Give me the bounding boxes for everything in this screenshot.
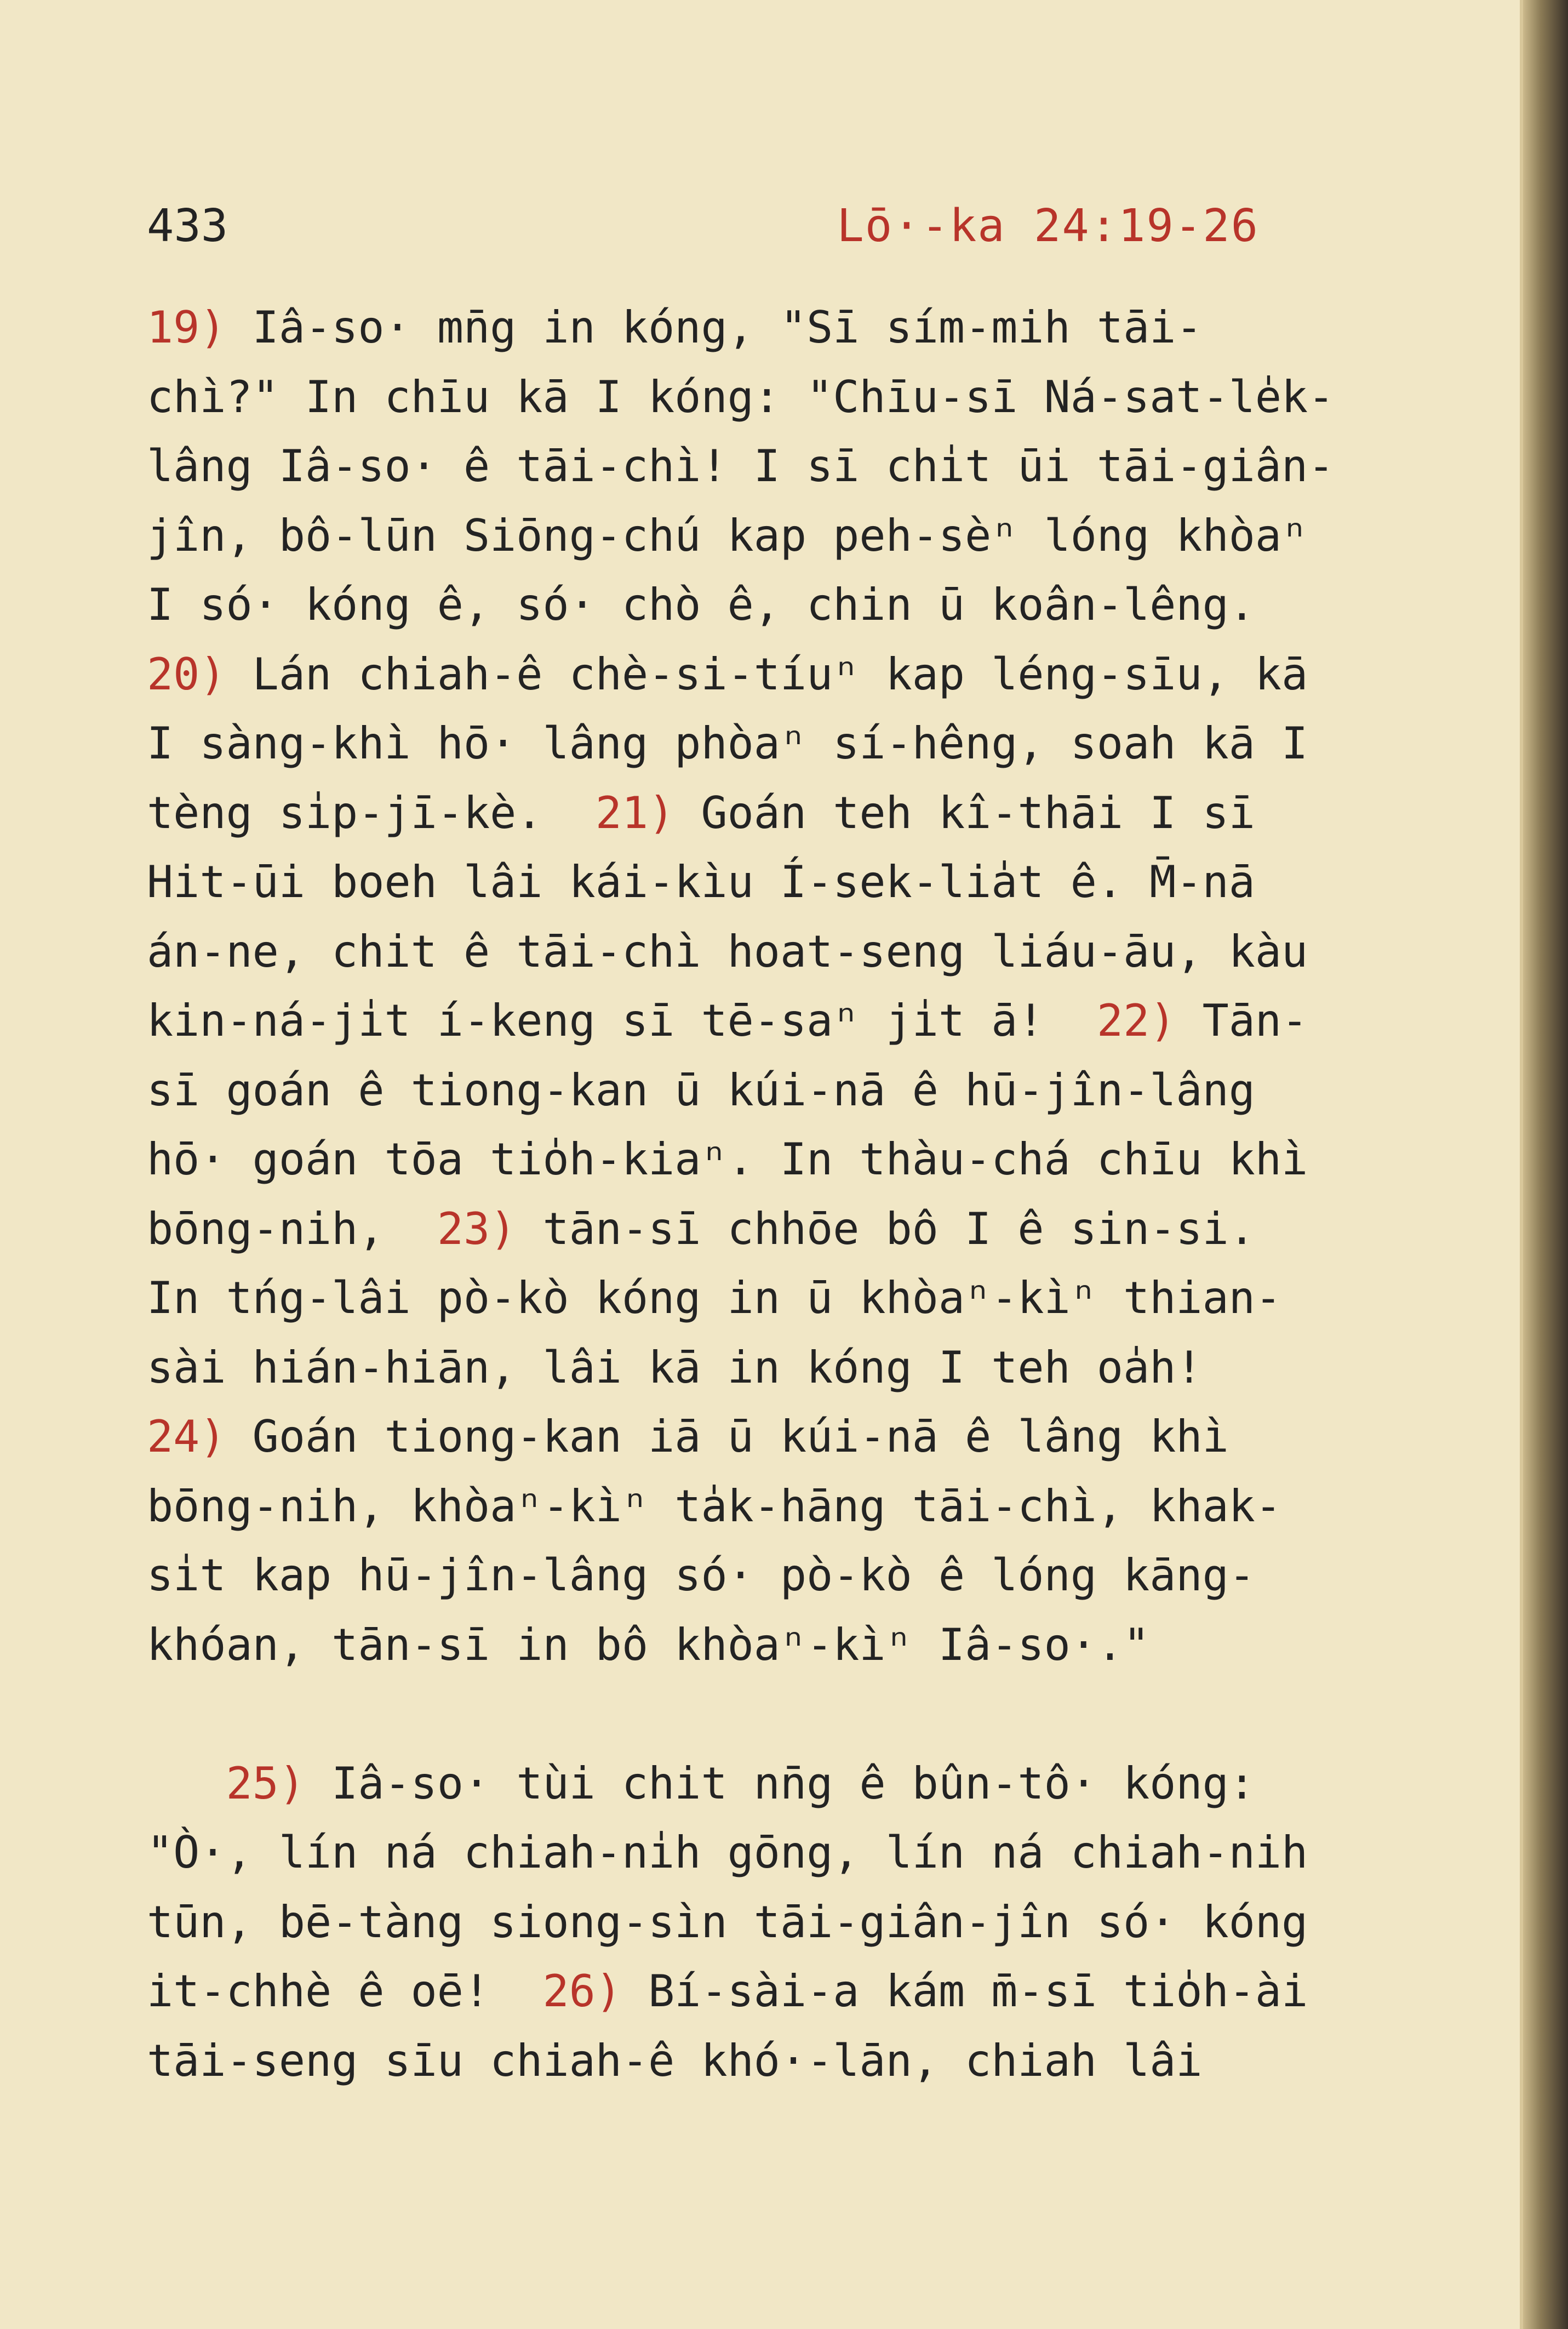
line-text: tāi-seng sīu chiah-ê khó·-lān, chiah lâi: [147, 2035, 1203, 2086]
text-line: [147, 709, 1396, 779]
page-number: 433: [147, 200, 228, 252]
verse-number: 21): [595, 787, 675, 838]
text-line: [147, 363, 1396, 432]
line-text: "Ò·, lín ná chiah-ni̍h gōng, lín ná chiah-nih: [147, 1827, 1308, 1878]
line-text: tèng si̍p-jī-kè.: [147, 787, 596, 838]
text-line: [147, 779, 1396, 848]
line-text: Iâ-so· mn̄g in kóng, "Sī sím-mih tāi-: [226, 302, 1203, 353]
line-text: lâng Iâ-so· ê tāi-chì! I sī chi̍t ūi tāi-giân-: [147, 441, 1335, 492]
page-header: [147, 200, 1259, 271]
line-text: I sàng-khì hō· lâng phòaⁿ sí-hêng, soah kā I: [147, 718, 1308, 769]
text-line: [147, 1611, 1396, 1680]
line-text: sī goán ê tiong-kan ū kúi-nā ê hū-jîn-lâng: [147, 1064, 1255, 1116]
line-text: khóan, tān-sī in bô khòaⁿ-kìⁿ Iâ-so·.": [147, 1619, 1150, 1670]
line-text: [147, 1758, 226, 1809]
verse-number: 23): [437, 1203, 517, 1254]
book-page-edge: [1523, 0, 1568, 2329]
text-line: [147, 1195, 1396, 1264]
text-line: [147, 1541, 1396, 1611]
line-text: chì?" In chīu kā I kóng: "Chīu-sī Ná-sat-le̍k-: [147, 371, 1335, 423]
text-line: [147, 1749, 1396, 1819]
line-text: tūn, bē-tàng siong-sìn tāi-giân-jîn só· kóng: [147, 1896, 1308, 1948]
line-text: Iâ-so· tùi chit nn̄g ê bûn-tô· kóng:: [305, 1757, 1255, 1809]
line-text: I só· kóng ê, só· chò ê, chin ū koân-lêng.: [147, 579, 1255, 630]
text-line: [147, 570, 1396, 640]
verse-number: 26): [542, 1966, 622, 2017]
line-text: Tān-: [1176, 995, 1308, 1046]
text-line: [147, 1402, 1396, 1472]
line-text: Lán chiah-ê chè-si-tíuⁿ kap léng-sīu, kā: [226, 648, 1308, 700]
text-line: [147, 432, 1396, 501]
line-text: bōng-nih,: [147, 1203, 437, 1254]
line-text: si̍t kap hū-jîn-lâng só· pò-kò ê lóng kāng-: [147, 1550, 1255, 1601]
running-title: Lō·-ka 24:19-26: [837, 200, 1259, 252]
text-line: [147, 501, 1396, 571]
text-line: [147, 640, 1396, 710]
line-text: tān-sī chhōe bô I ê sin-si.: [516, 1203, 1255, 1254]
line-text: Hit-ūi boeh lâi kái-kìu Í-sek-lia̍t ê. M̄-nā: [147, 857, 1255, 907]
text-line: [147, 1264, 1396, 1333]
line-text: In tńg-lâi pò-kò kóng in ū khòaⁿ-kìⁿ thian-: [147, 1272, 1282, 1323]
text-line: [147, 1888, 1396, 1957]
text-line: [147, 1818, 1396, 1888]
verse-number: 20): [147, 648, 226, 700]
body-text: [147, 293, 1396, 2096]
text-line: [147, 1056, 1396, 1126]
text-line: [147, 848, 1396, 917]
line-text: kin-ná-ji̍t í-keng sī tē-saⁿ ji̍t ā!: [147, 995, 1097, 1046]
text-line: [147, 1680, 1396, 1749]
text-line: [147, 1333, 1396, 1403]
line-text: hō· goán tōa tio̍h-kiaⁿ. In thàu-chá chīu khì: [147, 1134, 1308, 1185]
line-text: Goán teh kî-thāi I sī: [674, 787, 1255, 838]
verse-number: 25): [226, 1757, 305, 1809]
line-text: Goán tiong-kan iā ū kúi-nā ê lâng khì: [226, 1411, 1229, 1462]
text-line: [147, 1125, 1396, 1195]
text-line: [147, 293, 1396, 363]
verse-number: 22): [1096, 995, 1176, 1046]
line-text: Bí-sài-a kám m̄-sī tio̍h-ài: [621, 1966, 1308, 2017]
verse-number: 19): [147, 302, 226, 353]
text-line: [147, 986, 1396, 1056]
text-line: [147, 1957, 1396, 2027]
line-text: án-ne, chit ê tāi-chì hoat-seng liáu-āu, kàu: [147, 926, 1308, 977]
line-text: it-chhè ê oē!: [147, 1966, 543, 2017]
verse-number: 24): [147, 1411, 226, 1462]
text-line: [147, 917, 1396, 987]
line-text: jîn, bô-lūn Siōng-chú kap peh-sèⁿ lóng khòaⁿ: [147, 510, 1308, 561]
line-text: bōng-nih, khòaⁿ-kìⁿ ta̍k-hāng tāi-chì, khak-: [147, 1480, 1282, 1532]
text-line: [147, 2027, 1396, 2096]
text-line: [147, 1472, 1396, 1542]
line-text: sài hián-hiān, lâi kā in kóng I teh oa̍h!: [147, 1342, 1203, 1393]
